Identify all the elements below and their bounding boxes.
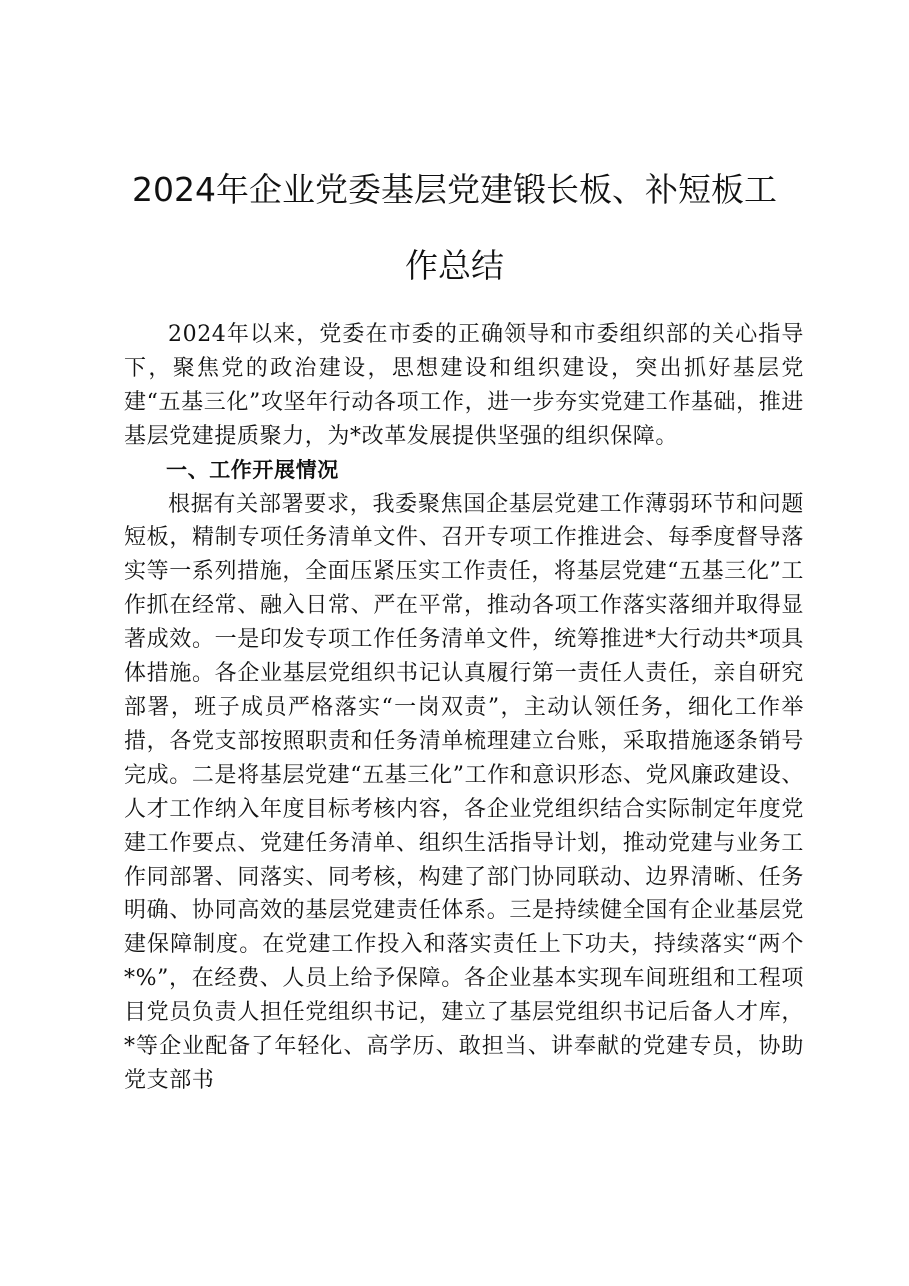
section-heading-1: 一、工作开展情况: [166, 457, 339, 482]
intro-paragraph: 2024年以来，党委在市委的正确领导和市委组织部的关心指导下，聚焦党的政治建设，思想建设和组织建设，突出抓好基层党建“五基三化”攻坚年行动各项工作，进一步夯实党建工作基础，推进基层党建提质聚力，为*改革发展提供坚强的组织保障。: [124, 322, 804, 449]
document-title-line-1: 2024年企业党委基层党建锻长板、补短板工: [132, 170, 777, 209]
document-body: [124, 318, 804, 1098]
section-1-paragraph: 根据有关部署要求，我委聚焦国企基层党建工作薄弱环节和问题短板，精制专项任务清单文件、召开专项工作推进会、每季度督导落实等一系列措施，全面压紧压实工作责任，将基层党建“五基三化”工作抓在经常、融入日常、严在平常，推动各项工作落实落细并取得显著成效。一是印发专项工作任务清单文件，统筹推进*大行动共*项具体措施。各企业基层党组织书记认真履行第一责任人责任，亲自研究部署，班子成员严格落实“一岗双责”，主动认领任务，细化工作举措，各党支部按照职责和任务清单梳理建立台账，采取措施逐条销号完成。二是将基层党建“五基三化”工作和意识形态、党风廉政建设、人才工作纳入年度目标考核内容，各企业党组织结合实际制定年度党建工作要点、党建任务清单、组织生活指导计划，推动党建与业务工作同部署、同落实、同考核，构建了部门协同联动、边界清晰、任务明确、协同高效的基层党建责任体系。三是持续健全国有企业基层党建保障制度。在党建工作投入和落实责任上下功夫，持续落实“两个*%”，在经费、人员上给予保障。各企业基本实现车间班组和工程项目党员负责人担任党组织书记，建立了基层党组织书记后备人才库，*等企业配备了年轻化、高学历、敢担当、讲奉献的党建专员，协助党支部书: [124, 491, 804, 1093]
document-title-line-2: 作总结: [405, 246, 504, 285]
